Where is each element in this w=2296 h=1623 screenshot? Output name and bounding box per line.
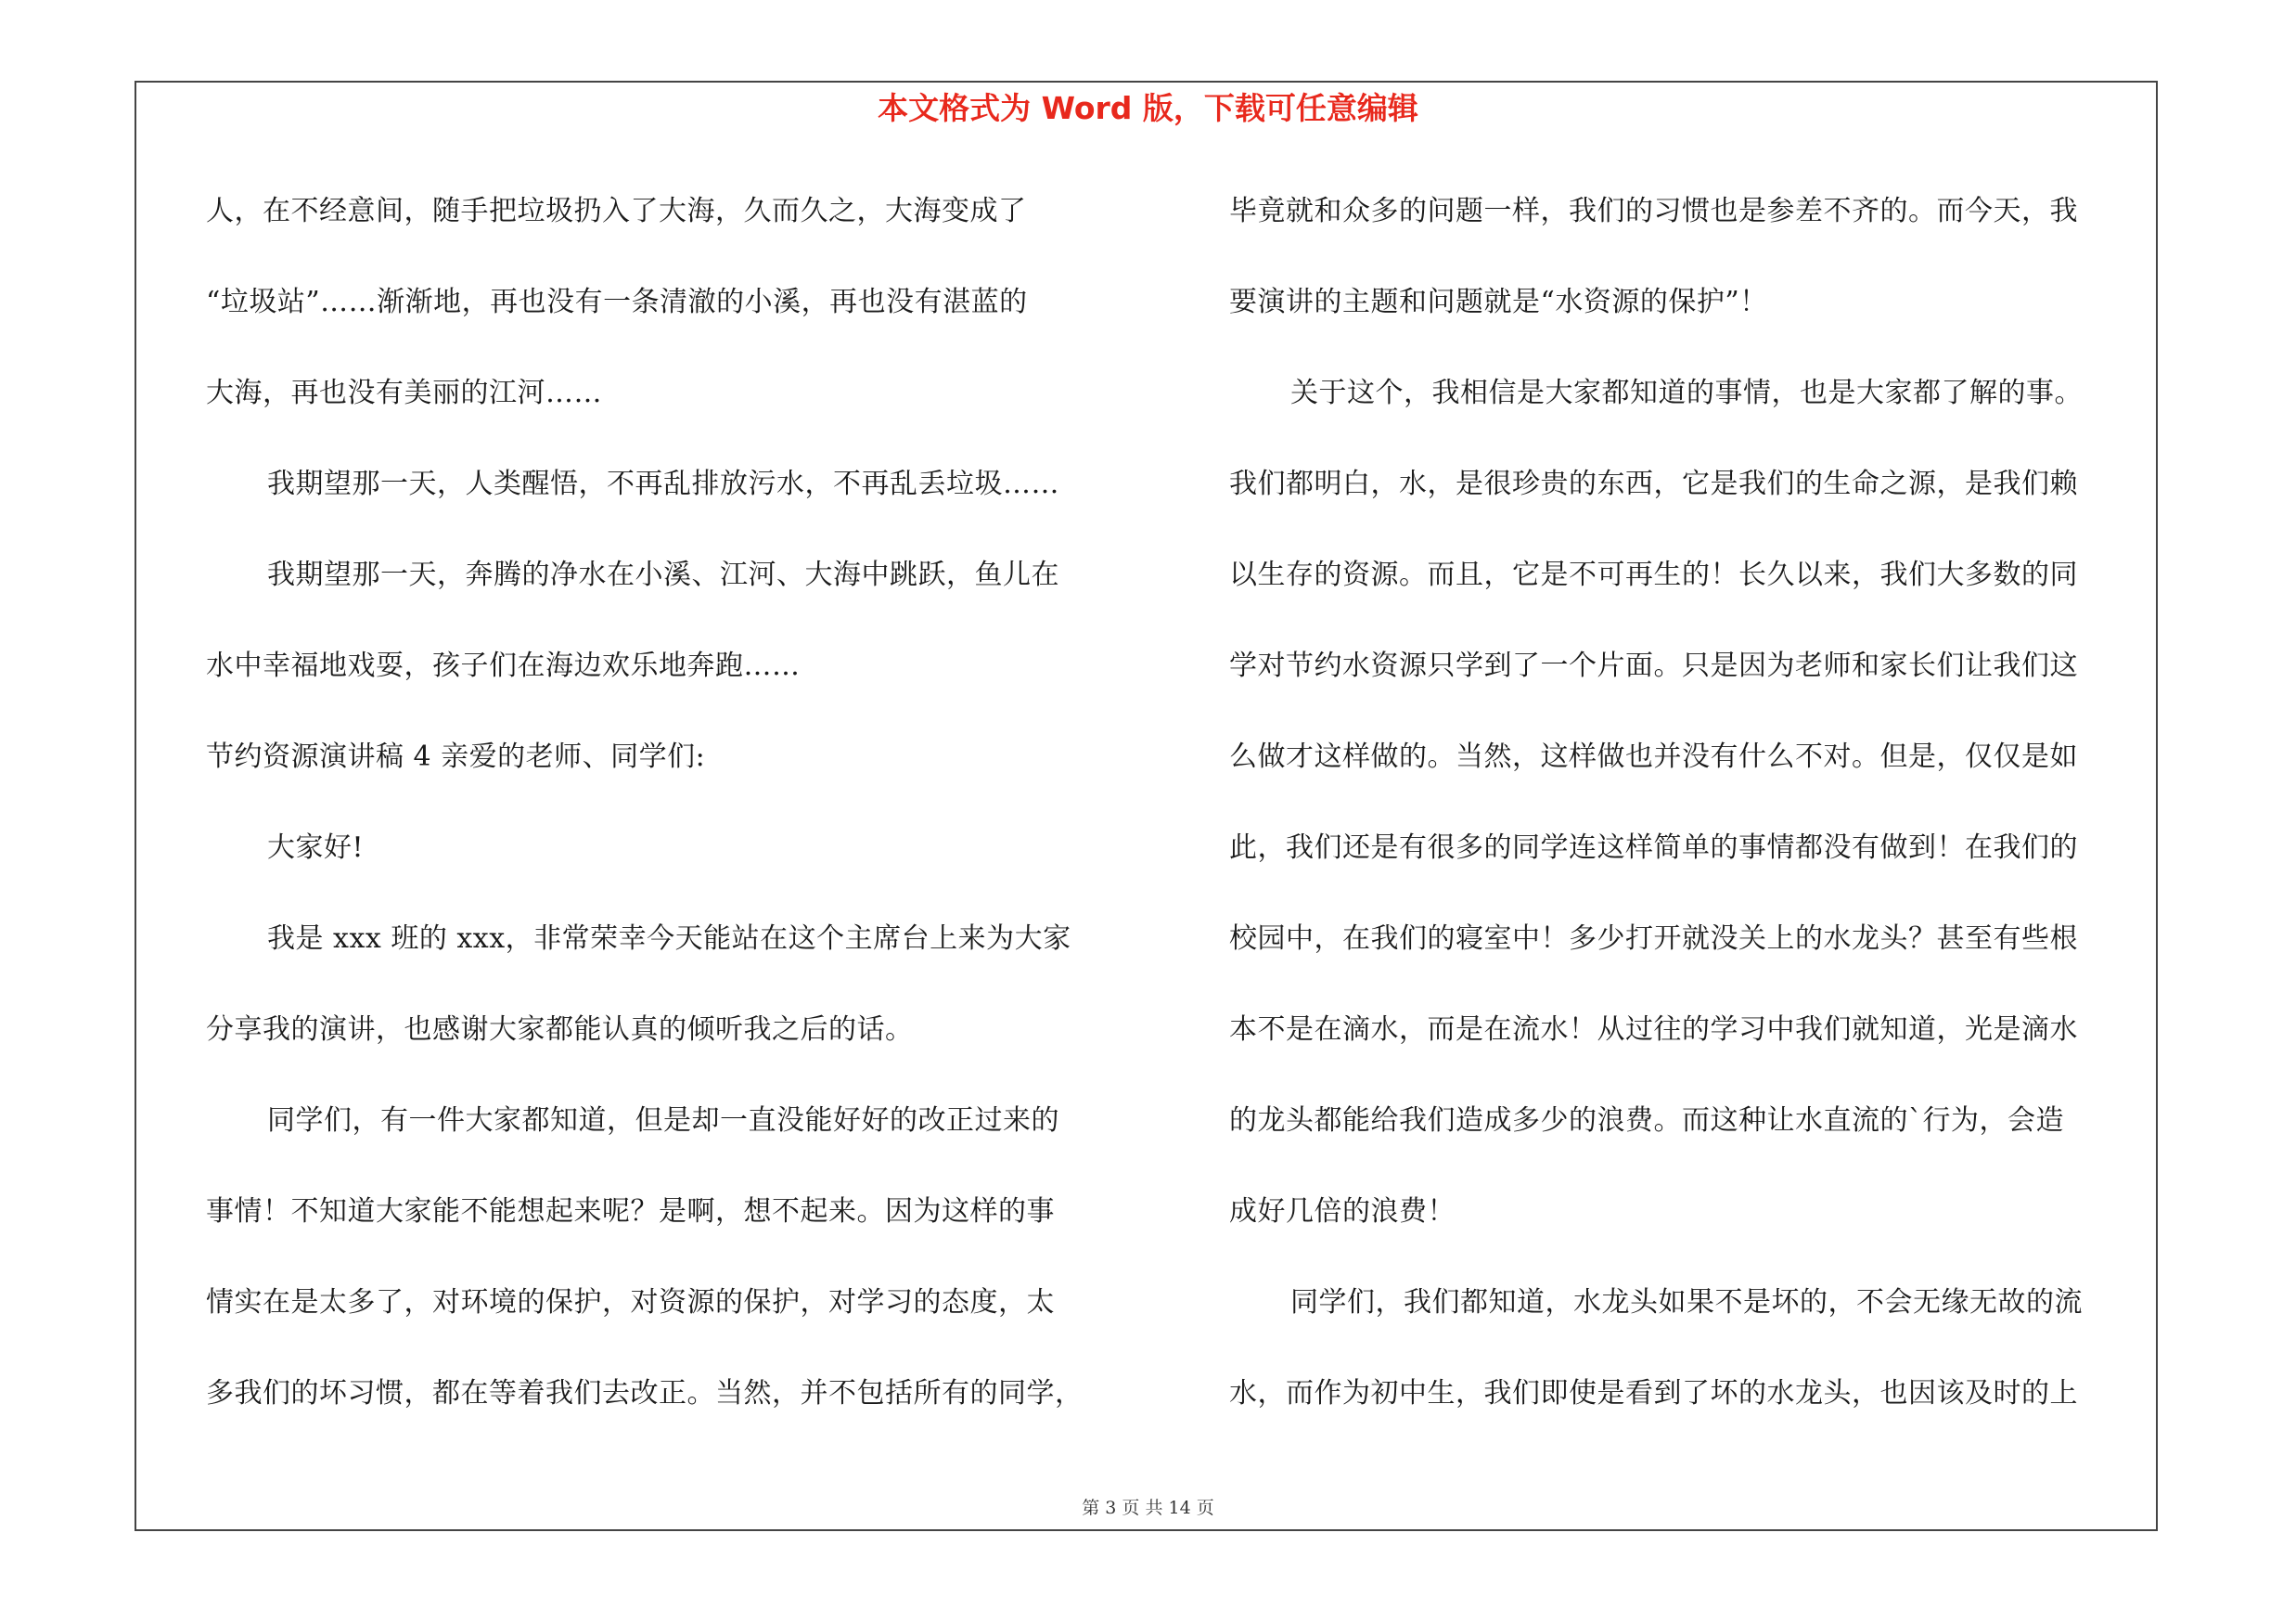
page-number: 第 3 页 共 14 页 <box>1082 1498 1214 1518</box>
text-line: 么做才这样做的。当然，这样做也并没有什么不对。但是，仅仅是如 <box>1229 741 2078 773</box>
right-column <box>1229 184 2148 1457</box>
header-banner: 本文格式为 Word 版，下载可任意编辑 <box>878 90 1418 126</box>
text-line: 大家好! <box>267 831 365 864</box>
text-line: 水，而作为初中生，我们即使是看到了坏的水龙头，也因该及时的上 <box>1229 1377 2078 1410</box>
text-line: 大海，再也没有美丽的江河…… <box>206 377 602 409</box>
text-line: 以生存的资源。而且，它是不可再生的！长久以来，我们大多数的同 <box>1229 559 2078 591</box>
text-line: 毕竟就和众多的问题一样，我们的习惯也是参差不齐的。而今天，我 <box>1229 195 2078 227</box>
text-line: 水中幸福地戏耍，孩子们在海边欢乐地奔跑…… <box>206 650 801 682</box>
text-line: 同学们，有一件大家都知道，但是却一直没能好好的改正过来的 <box>267 1104 1059 1137</box>
text-line: 成好几倍的浪费！ <box>1229 1195 1456 1228</box>
text-line: 关于这个，我相信是大家都知道的事情，也是大家都了解的事。 <box>1290 377 2083 409</box>
text-line: 同学们，我们都知道，水龙头如果不是坏的，不会无缘无故的流 <box>1290 1286 2083 1319</box>
text-line: 我们都明白，水，是很珍贵的东西，它是我们的生命之源，是我们赖 <box>1229 468 2078 500</box>
left-column <box>206 184 1124 1457</box>
section-heading: 节约资源演讲稿 4 亲爱的老师、同学们: <box>206 741 706 773</box>
text-line: 要演讲的主题和问题就是“水资源的保护”！ <box>1229 286 1768 318</box>
text-line: 我期望那一天，奔腾的净水在小溪、江河、大海中跳跃，鱼儿在 <box>267 559 1059 591</box>
text-line: “垃圾站”……渐渐地，再也没有一条清澈的小溪，再也没有湛蓝的 <box>206 286 1028 318</box>
text-line: 校园中，在我们的寝室中！多少打开就没关上的水龙头？甚至有些根 <box>1229 922 2078 955</box>
text-line: 的龙头都能给我们造成多少的浪费。而这种让水直流的`行为，会造 <box>1229 1104 2064 1137</box>
text-line: 本不是在滴水，而是在流水！从过往的学习中我们就知道，光是滴水 <box>1229 1013 2078 1046</box>
text-line: 我是 xxx 班的 xxx，非常荣幸今天能站在这个主席台上来为大家 <box>267 922 1071 955</box>
text-line: 分享我的演讲，也感谢大家都能认真的倾听我之后的话。 <box>206 1013 914 1046</box>
text-line: 此，我们还是有很多的同学连这样简单的事情都没有做到！在我们的 <box>1229 831 2078 864</box>
text-line: 事情！不知道大家能不能想起来呢？是啊，想不起来。因为这样的事 <box>206 1195 1055 1228</box>
text-line: 学对节约水资源只学到了一个片面。只是因为老师和家长们让我们这 <box>1229 650 2078 682</box>
text-line: 我期望那一天，人类醒悟，不再乱排放污水，不再乱丢垃圾…… <box>267 468 1059 500</box>
text-line: 多我们的坏习惯，都在等着我们去改正。当然，并不包括所有的同学， <box>206 1377 1084 1410</box>
text-line: 情实在是太多了，对环境的保护，对资源的保护，对学习的态度，太 <box>206 1286 1055 1319</box>
text-line: 人，在不经意间，随手把垃圾扔入了大海，久而久之，大海变成了 <box>206 195 1027 227</box>
